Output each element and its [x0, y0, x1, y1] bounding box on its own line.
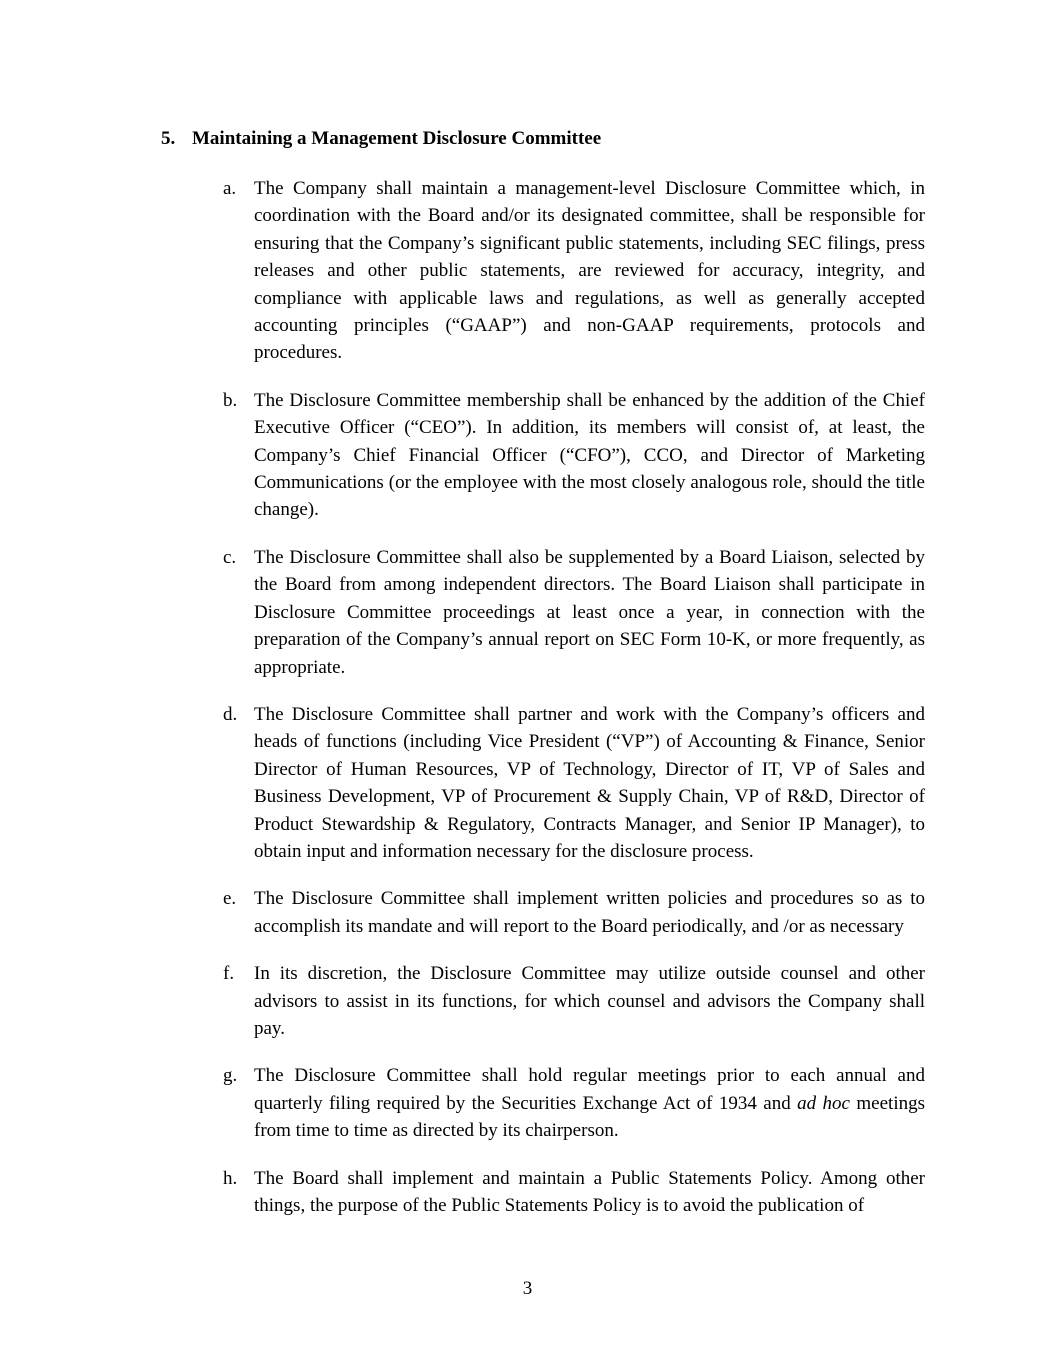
committee-provisions-list — [223, 175, 925, 1239]
section-number: 5. — [161, 128, 176, 149]
list-item-text: The Company shall maintain a management-level Disclosure Committee which, in coordination with the Board and/or its designated committee, shall be responsible for ensuring that the Company’s significant public statements, including SEC filings, press releases and other public statements, are reviewed for accuracy, integrity, and compliance with applicable laws and regulations, as well as generally accepted accounting principles (“GAAP”) and non-GAAP requirements, protocols and procedures. — [254, 178, 925, 364]
italic-term: ad hoc — [797, 1092, 850, 1114]
list-item-b — [223, 387, 925, 524]
list-item-text: The Disclosure Committee shall also be supplemented by a Board Liaison, selected by the Board from among independent directors. The Board Liaison shall participate in Disclosure Committee proceedings at least once a year, in connection with the preparation of the Company’s annual report on SEC Form 10-K, or more frequently, as appropriate. — [254, 546, 925, 678]
list-item-text: The Board shall implement and maintain a Public Statements Policy. Among other things, the purpose of the Public Statements Policy is to avoid the publication of — [254, 1167, 925, 1216]
list-item-f — [223, 960, 925, 1042]
list-marker: c. — [223, 546, 237, 568]
list-item-text-part: The Disclosure Committee shall hold regular meetings prior to each annual and quarterly filing required by the Securities Exchange Act of 1934 and — [254, 1065, 925, 1114]
page-number: 3 — [522, 1278, 533, 1299]
section-heading — [161, 126, 601, 152]
list-marker: e. — [223, 888, 237, 910]
list-item-text: The Disclosure Committee membership shall be enhanced by the addition of the Chief Executive Officer (“CEO”). In addition, its members will consist of, at least, the Company’s Chief Financial Officer (“CFO”), CCO, and Director of Marketing Communications (or the employee with the most closely analogous role, should the title change). — [254, 389, 925, 521]
list-marker: d. — [223, 703, 238, 725]
section-title: Maintaining a Management Disclosure Committee — [192, 128, 602, 149]
list-item-text-part: meetings from time to time as directed by its chairperson. — [254, 1092, 925, 1142]
list-item-text: The Disclosure Committee shall partner and work with the Company’s officers and heads of functions (including Vice President (“VP”) of Accounting & Finance, Senior Director of Human Resources, VP of Technology, Director of IT, VP of Sales and Business Development, VP of Procurement & Supply Chain, VP of R&D, Director of Product Stewardship & Regulatory, Contracts Manager, and Senior IP Manager), to obtain input and information necessary for the disclosure process. — [254, 703, 925, 862]
list-item-a — [223, 175, 925, 367]
list-item-text — [254, 1062, 925, 1144]
list-item-text: The Disclosure Committee shall implement written policies and procedures so as to accomplish its mandate and will report to the Board periodically, and /or as necessary — [254, 888, 925, 937]
list-marker: b. — [223, 389, 238, 411]
list-item-d — [223, 701, 925, 865]
list-item-e — [223, 885, 925, 940]
list-marker: g. — [223, 1065, 238, 1087]
list-marker: a. — [223, 178, 237, 199]
list-item-h — [223, 1165, 925, 1220]
list-item-c — [223, 544, 925, 681]
list-item-text: In its discretion, the Disclosure Committee may utilize outside counsel and other advisors to assist in its functions, for which counsel and advisors the Company shall pay. — [254, 963, 925, 1039]
list-marker: h. — [223, 1167, 238, 1189]
list-item-g — [223, 1062, 925, 1144]
list-marker: f. — [223, 963, 235, 985]
